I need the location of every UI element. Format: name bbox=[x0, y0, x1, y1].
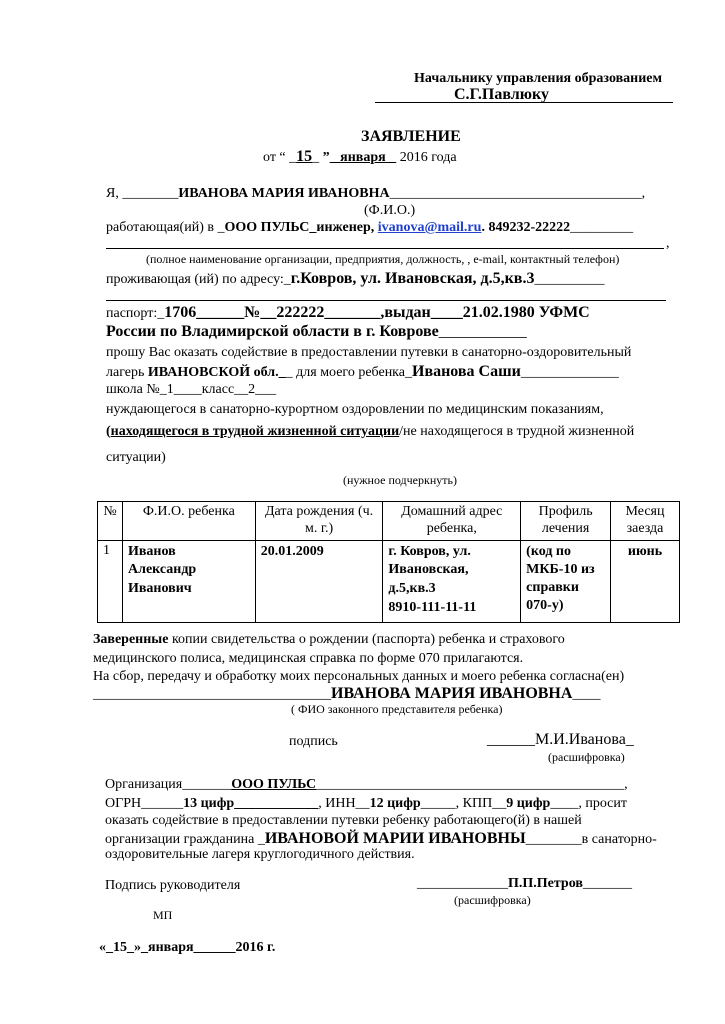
school-line: школа №_1____класс__2___ bbox=[106, 382, 277, 397]
date-line: от “ _15_ ” января 2016 года bbox=[263, 148, 457, 165]
underline-hint: (нужное подчеркнуть) bbox=[343, 473, 457, 487]
header-profile: Профиль лечения bbox=[521, 502, 611, 541]
cell-child-name: Иванов Александр Иванович bbox=[122, 540, 255, 622]
address-value: г.Ковров, ул. Ивановская, д.5,кв.3 bbox=[290, 270, 535, 287]
passport-number: 222222 bbox=[276, 304, 325, 321]
head-name: П.П.Петров bbox=[508, 876, 583, 891]
email-link[interactable]: ivanova@mail.ru bbox=[377, 220, 482, 235]
consent-name: ИВАНОВА МАРИЯ ИВАНОВНА bbox=[331, 685, 573, 702]
work-place: ООО ПУЛЬС_инженер, bbox=[224, 220, 378, 235]
cell-birth: 20.01.2009 bbox=[255, 540, 383, 622]
passport-issuer-line: России по Владимирской области в г. Коврове___________ bbox=[106, 323, 527, 340]
stamp-label: МП bbox=[153, 908, 173, 922]
org-request-line-2: организации гражданина _ИВАНОВОЙ МАРИИ ИВАНОВНЫ________в санаторно- bbox=[105, 830, 657, 847]
org-hint: (полное наименование организации, предприятия, должность, , e-mail, контактный телефон) bbox=[146, 252, 620, 266]
camp-region: ИВАНОВСКОЙ bbox=[147, 365, 251, 380]
head-hint: (расшифровка) bbox=[454, 893, 531, 907]
ogrn-value: 13 цифр____________ bbox=[183, 796, 319, 811]
applicant-line: Я, ________ИВАНОВА МАРИЯ ИВАНОВНА____________________________________, bbox=[106, 186, 646, 201]
passport-series: 1706 bbox=[164, 304, 197, 321]
sign-hint: (расшифровка) bbox=[548, 750, 625, 764]
document-title: ЗАЯВЛЕНИЕ bbox=[361, 128, 461, 145]
consent-line: На сбор, передачу и обработку моих персональных данных и моего ребенка согласна(ен) bbox=[93, 669, 625, 684]
passport-date: 21.02.1980 УФМС bbox=[462, 304, 590, 321]
head-sign-label: Подпись руководителя bbox=[105, 878, 241, 893]
header-month: Месяц заезда bbox=[611, 502, 680, 541]
cell-month: июнь bbox=[611, 540, 680, 622]
situation-line: (находящегося в трудной жизненной ситуации/не находящегося в трудной жизненной bbox=[106, 424, 635, 439]
passport-issuer: России по Владимирской области в г. Коврове bbox=[106, 323, 439, 340]
applicant-name: ИВАНОВА МАРИЯ ИВАНОВНА bbox=[178, 186, 390, 201]
request-line-1: прошу Вас оказать содействие в предоставлении путевки в санаторно-оздоровительный bbox=[106, 345, 632, 360]
org-name: ООО ПУЛЬС bbox=[231, 777, 317, 792]
children-table bbox=[97, 501, 680, 623]
work-comma: , bbox=[666, 236, 670, 251]
address-line: проживающая (ий) по адресу:_г.Ковров, ул. Ивановская, д.5,кв.3__________ bbox=[106, 270, 605, 287]
attachments-line-2: медицинского полиса, медицинская справка по форме 070 прилагаются. bbox=[93, 651, 524, 666]
address-continuation-line bbox=[106, 300, 666, 301]
attachments-line-1: Заверенные копии свидетельства о рождении (паспорта) ребенка и страхового bbox=[93, 632, 565, 647]
passport-line: паспорт:_1706______№__222222_______,выдан____21.02.1980 УФМС bbox=[106, 304, 590, 321]
request-line-2: лагерь ИВАНОВСКОЙ обл.__ для моего ребенка_Иванова Саши______________ bbox=[106, 363, 619, 380]
phone: . 849232-22222 bbox=[481, 220, 571, 235]
situation-end: ситуации) bbox=[106, 450, 166, 465]
header-num: № bbox=[98, 502, 123, 541]
sign-label: подпись bbox=[289, 734, 338, 749]
head-sign-line: _____________П.П.Петров_______ bbox=[417, 876, 632, 891]
child-name: Иванова Саши bbox=[412, 363, 521, 380]
date-day: 15 bbox=[296, 148, 313, 165]
org-codes-line: ОГРН______13 цифр____________, ИНН__12 цифр_____, КПП__9 цифр____, просит bbox=[105, 796, 628, 811]
org-request-line-1: оказать содействие в предоставлении путевки ребенку работающего(й) в нашей bbox=[105, 813, 582, 828]
consent-hint: ( ФИО законного представителя ребенка) bbox=[291, 702, 503, 716]
header-birth: Дата рождения (ч. м. г.) bbox=[255, 502, 383, 541]
cell-profile: (код по МКБ-10 из справки 070-у) bbox=[521, 540, 611, 622]
date-year: 2016 года bbox=[399, 150, 457, 165]
citizen-name: ИВАНОВОЙ МАРИИ ИВАНОВНЫ bbox=[264, 830, 526, 847]
work-line: работающая(ий) в _ООО ПУЛЬС_инженер, ivanova@mail.ru. 849232-22222_________ bbox=[106, 220, 634, 235]
table-row bbox=[98, 540, 680, 622]
table-header-row bbox=[98, 502, 680, 541]
kpp-value: 9 цифр bbox=[506, 796, 551, 811]
header-address: Домашний адрес ребенка, bbox=[383, 502, 521, 541]
date-month: января bbox=[340, 150, 386, 165]
inn-value: 12 цифр bbox=[369, 796, 421, 811]
consent-name-line: __________________________________ИВАНОВА МАРИЯ ИВАНОВНА____ bbox=[93, 685, 601, 702]
cell-num: 1 bbox=[98, 540, 123, 622]
addressee-title: Начальнику управления образованием bbox=[414, 71, 663, 86]
sign-value: ______М.И.Иванова_ bbox=[487, 731, 634, 748]
header-name: Ф.И.О. ребенка bbox=[122, 502, 255, 541]
situation-selected: находящегося в трудной жизненной ситуации bbox=[110, 424, 400, 439]
final-date: «_15_»_января______2016 г. bbox=[99, 940, 276, 955]
need-line: нуждающегося в санаторно-курортном оздоровлении по медицинским показаниям, bbox=[106, 402, 604, 417]
addressee-name: С.Г.Павлюку bbox=[454, 86, 549, 103]
org-line: Организация_______ООО ПУЛЬС____________________________________________, bbox=[105, 777, 628, 792]
work-continuation-line bbox=[106, 248, 664, 249]
cell-address: г. Ковров, ул. Ивановская, д.5,кв.3 8910-111-11-11 bbox=[383, 540, 521, 622]
org-request-line-3: оздоровительные лагеря круглогодичного действия. bbox=[105, 847, 415, 862]
fio-hint: (Ф.И.О.) bbox=[364, 203, 416, 218]
